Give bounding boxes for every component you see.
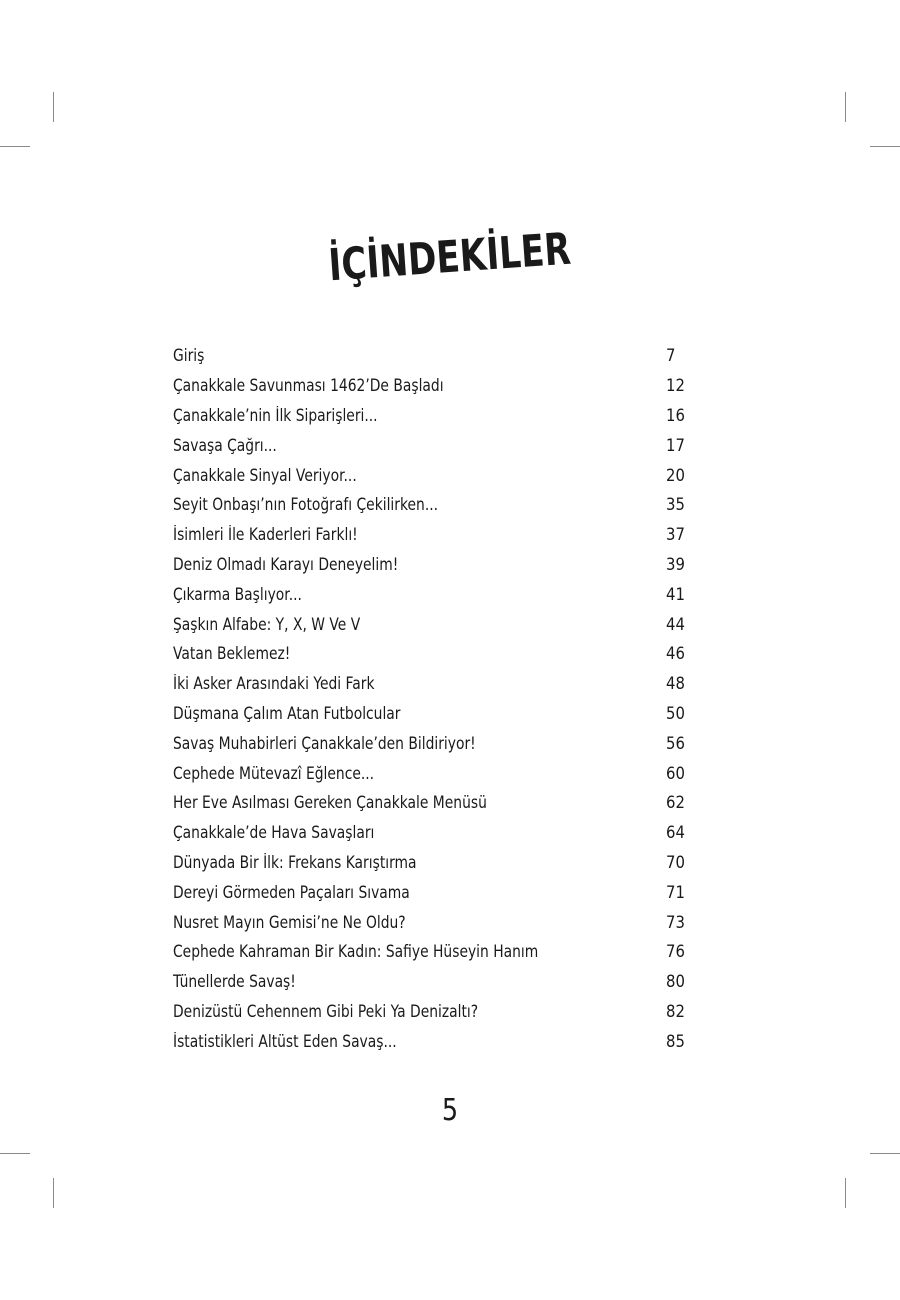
crop-mark-top-right-vertical — [845, 92, 846, 122]
toc-entry — [173, 639, 706, 669]
toc-entry-page: 16 — [666, 405, 685, 425]
toc-entry — [173, 460, 706, 490]
toc-entry — [173, 848, 706, 878]
toc-entry-title: Nusret Mayın Gemisi’ne Ne Oldu? — [173, 912, 406, 932]
toc-entry-title: Çıkarma Başlıyor... — [173, 584, 302, 604]
toc-entry-title: Cephede Kahraman Bir Kadın: Safiye Hüseyin Hanım — [173, 942, 539, 962]
toc-entry — [173, 937, 706, 967]
toc-entry-title: Dereyi Görmeden Paçaları Sıvama — [173, 882, 410, 902]
toc-entry-title: Deniz Olmadı Karayı Deneyelim! — [173, 554, 399, 574]
toc-entry-page: 39 — [666, 554, 685, 574]
crop-mark-top-right-horizontal — [870, 146, 900, 147]
toc-entry-page: 46 — [666, 644, 685, 664]
toc-entry-title: İstatistikleri Altüst Eden Savaş... — [173, 1031, 397, 1051]
toc-entry-title: Savaş Muhabirleri Çanakkale’den Bildiriyor! — [173, 733, 476, 753]
toc-entry-title: Her Eve Asılması Gereken Çanakkale Menüsü — [173, 793, 487, 813]
toc-entry-title: Cephede Mütevazî Eğlence... — [173, 763, 375, 783]
toc-entry-page: 80 — [666, 972, 685, 992]
crop-mark-top-left-vertical — [53, 92, 54, 122]
toc-entry-title: Denizüstü Cehennem Gibi Peki Ya Denizaltı? — [173, 1001, 479, 1021]
toc-entry-title: Şaşkın Alfabe: Y, X, W Ve V — [173, 614, 361, 634]
toc-entry — [173, 669, 706, 699]
toc-entry-page: 85 — [666, 1031, 685, 1051]
toc-entry-title: Çanakkale Savunması 1462’De Başladı — [173, 376, 444, 396]
toc-entry-page: 35 — [666, 495, 685, 515]
toc-entry-title: Giriş — [173, 346, 205, 366]
toc-entry-title: Dünyada Bir İlk: Frekans Karıştırma — [173, 852, 417, 872]
toc-entry-title: Vatan Beklemez! — [173, 644, 291, 664]
toc-entry-page: 70 — [666, 852, 685, 872]
toc-entry-page: 48 — [666, 674, 685, 694]
page-title: İÇİNDEKİLER — [326, 223, 573, 292]
toc-entry-page: 82 — [666, 1001, 685, 1021]
toc-entry — [173, 401, 706, 431]
toc-entry-page: 50 — [666, 703, 685, 723]
toc-entry — [173, 788, 706, 818]
toc-entry — [173, 699, 706, 729]
toc-entry — [173, 579, 706, 609]
toc-entry — [173, 997, 706, 1027]
toc-entry-title: Çanakkale’de Hava Savaşları — [173, 823, 375, 843]
toc-entry-page: 7 — [666, 346, 676, 366]
toc-entry-page: 56 — [666, 733, 685, 753]
toc-entry-title: Çanakkale Sinyal Veriyor... — [173, 465, 357, 485]
crop-mark-bottom-left-vertical — [53, 1178, 54, 1208]
toc-entry — [173, 728, 706, 758]
crop-mark-bottom-right-vertical — [845, 1178, 846, 1208]
toc-entry — [173, 967, 706, 997]
toc-entry — [173, 758, 706, 788]
toc-entry — [173, 341, 706, 371]
toc-entry-page: 64 — [666, 823, 685, 843]
toc-entry — [173, 490, 706, 520]
toc-entry-title: Seyit Onbaşı’nın Fotoğrafı Çekilirken... — [173, 495, 439, 515]
toc-entry — [173, 430, 706, 460]
toc-entry-page: 12 — [666, 376, 685, 396]
toc-entry — [173, 609, 706, 639]
toc-entry — [173, 1026, 706, 1056]
crop-mark-bottom-right-horizontal — [870, 1153, 900, 1154]
toc-entry — [173, 520, 706, 550]
crop-mark-top-left-horizontal — [0, 146, 30, 147]
toc-entry-page: 73 — [666, 912, 685, 932]
toc-entry — [173, 907, 706, 937]
toc-entry-page: 60 — [666, 763, 685, 783]
toc-entry-title: İki Asker Arasındaki Yedi Fark — [173, 674, 375, 694]
toc-entry-page: 62 — [666, 793, 685, 813]
toc-entry-page: 20 — [666, 465, 685, 485]
toc-entry-title: Savaşa Çağrı... — [173, 435, 277, 455]
toc-entry — [173, 877, 706, 907]
table-of-contents — [173, 341, 706, 1056]
toc-entry-title: Düşmana Çalım Atan Futbolcular — [173, 703, 401, 723]
page-number: 5 — [441, 1093, 459, 1128]
toc-entry — [173, 818, 706, 848]
crop-mark-bottom-left-horizontal — [0, 1153, 30, 1154]
toc-entry-page: 76 — [666, 942, 685, 962]
toc-entry-page: 37 — [666, 525, 685, 545]
toc-entry-page: 71 — [666, 882, 685, 902]
toc-entry-page: 44 — [666, 614, 685, 634]
toc-entry-title: Çanakkale’nin İlk Siparişleri... — [173, 405, 378, 425]
toc-entry — [173, 371, 706, 401]
toc-entry-title: Tünellerde Savaş! — [173, 972, 296, 992]
toc-entry-title: İsimleri İle Kaderleri Farklı! — [173, 525, 358, 545]
toc-entry-page: 41 — [666, 584, 685, 604]
toc-entry-page: 17 — [666, 435, 685, 455]
toc-entry — [173, 550, 706, 580]
